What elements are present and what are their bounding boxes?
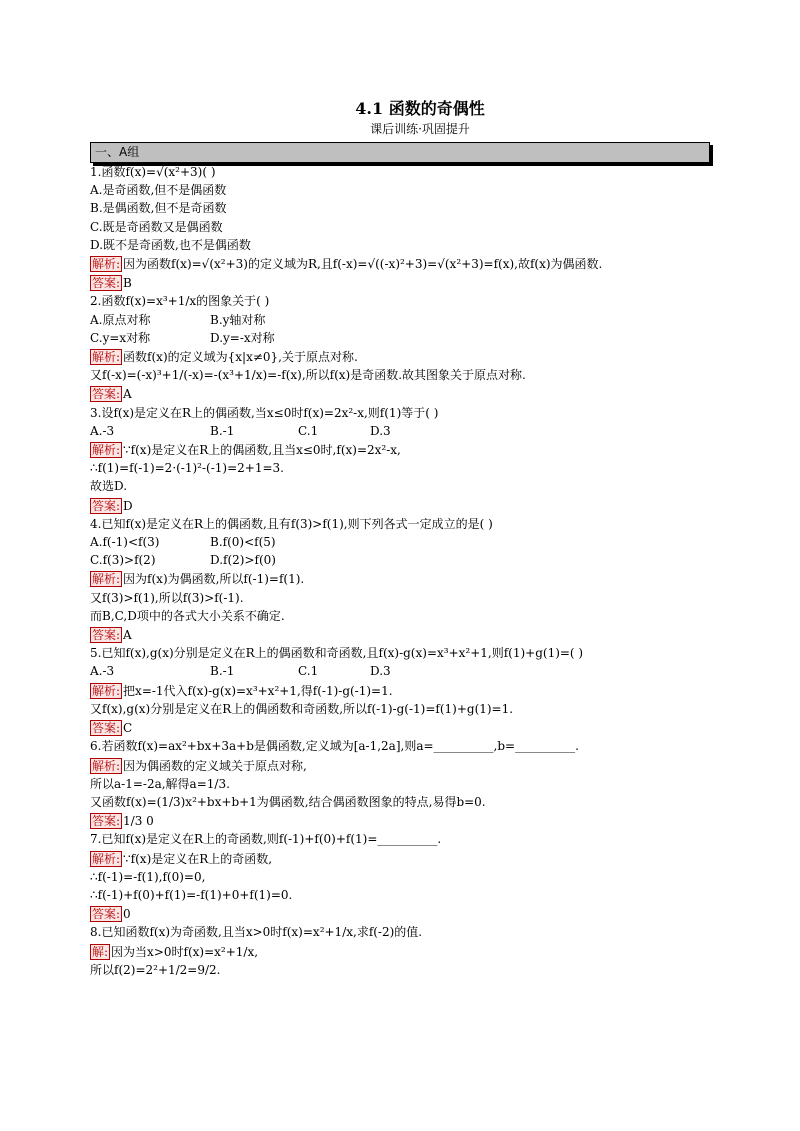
- solution-text: 所以f(2)=2²+1/2=9/2.: [90, 962, 221, 977]
- question-4: 4.已知f(x)是定义在R上的偶函数,且有f(3)>f(1),则下列各式一定成立的是( ): [90, 516, 493, 531]
- analysis-line: 解析: 因为函数f(x)=√(x²+3)的定义域为R,且f(-x)=√((-x)²+3)=√(x²+3)=f(x),故f(x)为偶函数.: [92, 257, 603, 272]
- option: A.-3: [90, 423, 115, 438]
- option: D.y=-x对称: [210, 330, 275, 345]
- option: D.3: [370, 423, 391, 438]
- answer-line: 答案: B: [92, 276, 132, 291]
- analysis-text: 又函数f(x)=(1/3)x²+bx+b+1为偶函数,结合偶函数图象的特点,易得b=0.: [90, 794, 486, 809]
- answer-tag: 答案:: [92, 907, 121, 922]
- answer-line: 答案: A: [92, 387, 132, 402]
- option: B.是偶函数,但不是奇函数: [90, 201, 227, 216]
- question-2: 2.函数f(x)=x³+1/x的图象关于( ): [90, 294, 270, 309]
- solution-line: 解: 因为当x>0时f(x)=x²+1/x,: [92, 944, 259, 959]
- option: B.y轴对称: [210, 312, 266, 327]
- question-5: 5.已知f(x),g(x)分别是定义在R上的偶函数和奇函数,且f(x)-g(x)=x³+x²+1,则f(1)+g(1)=( ): [90, 646, 584, 661]
- analysis-line: 解析: ∵f(x)是定义在R上的奇函数,: [92, 851, 273, 866]
- options-row: [90, 311, 710, 329]
- answer-tag: 答案:: [92, 387, 121, 402]
- option: C.y=x对称: [90, 330, 151, 345]
- options-row: [90, 422, 710, 440]
- analysis-text: 又f(x),g(x)分别是定义在R上的偶函数和奇函数,所以f(-1)-g(-1)=f(1)+g(1)=1.: [90, 701, 514, 716]
- analysis-text: 又f(-x)=(-x)³+1/(-x)=-(x³+1/x)=-f(x),所以f(x)是奇函数.故其图象关于原点对称.: [90, 368, 526, 383]
- options-row: [90, 329, 710, 347]
- analysis-tag: 解析:: [92, 572, 121, 587]
- answer-tag: 答案:: [92, 628, 121, 643]
- answer-tag: 答案:: [92, 814, 121, 829]
- answer-line: 答案: D: [92, 498, 133, 513]
- option: B.f(0)<f(5): [210, 535, 276, 550]
- page-title: 4.1 函数的奇偶性: [355, 99, 485, 118]
- option: C.既是奇函数又是偶函数: [90, 219, 223, 234]
- analysis-tag: 解析:: [92, 257, 121, 272]
- option: D.既不是奇函数,也不是偶函数: [90, 237, 251, 252]
- question-3: 3.设f(x)是定义在R上的偶函数,当x≤0时f(x)=2x²-x,则f(1)等于( ): [90, 405, 439, 420]
- option: D.f(2)>f(0): [210, 553, 276, 568]
- analysis-tag: 解析:: [92, 683, 121, 698]
- option: A.原点对称: [90, 312, 151, 327]
- answer-line: 答案: 1/3 0: [92, 814, 154, 829]
- question-8: 8.已知函数f(x)为奇函数,且当x>0时f(x)=x²+1/x,求f(-2)的值.: [90, 925, 423, 940]
- analysis-text: ∴f(-1)+f(0)+f(1)=-f(1)+0+f(1)=0.: [90, 887, 293, 902]
- page-subtitle: 课后训练·巩固提升: [370, 122, 470, 136]
- analysis-line: 解析: 因为偶函数的定义域关于原点对称,: [92, 758, 307, 773]
- analysis-line: 解析: ∵f(x)是定义在R上的偶函数,且当x≤0时,f(x)=2x²-x,: [92, 443, 401, 458]
- analysis-text: 所以a-1=-2a,解得a=1/3.: [90, 776, 230, 791]
- option: A.f(-1)<f(3): [90, 535, 160, 550]
- analysis-tag: 解析:: [92, 350, 121, 365]
- question-7: 7.已知f(x)是定义在R上的奇函数,则f(-1)+f(0)+f(1)=__________.: [90, 832, 442, 847]
- option: B.-1: [210, 423, 235, 438]
- analysis-line: 解析: 函数f(x)的定义域为{x|x≠0},关于原点对称.: [92, 350, 358, 365]
- options-row: [90, 533, 710, 551]
- option: B.-1: [210, 664, 235, 679]
- analysis-text: ∴f(1)=f(-1)=2·(-1)²-(-1)=2+1=3.: [90, 461, 284, 476]
- section-header: 一、A组: [90, 142, 710, 163]
- question-6: 6.若函数f(x)=ax²+bx+3a+b是偶函数,定义域为[a-1,2a],则a=__________,b=__________.: [90, 739, 579, 754]
- options-row: [90, 551, 710, 569]
- option: D.3: [370, 664, 391, 679]
- answer-tag: 答案:: [92, 721, 121, 736]
- answer-line: 答案: 0: [92, 907, 131, 922]
- option: A.-3: [90, 664, 115, 679]
- document-page: [90, 98, 710, 979]
- options-row: [90, 662, 710, 680]
- analysis-text: ∴f(-1)=-f(1),f(0)=0,: [90, 869, 206, 884]
- option: C.1: [298, 664, 319, 679]
- analysis-line: 解析: 把x=-1代入f(x)-g(x)=x³+x²+1,得f(-1)-g(-1)=1.: [92, 683, 393, 698]
- analysis-tag: 解析:: [92, 851, 121, 866]
- option: C.1: [298, 423, 319, 438]
- answer-tag: 答案:: [92, 276, 121, 291]
- answer-line: 答案: A: [92, 628, 132, 643]
- answer-tag: 答案:: [92, 498, 121, 513]
- analysis-tag: 解析:: [92, 443, 121, 458]
- answer-line: 答案: C: [92, 721, 133, 736]
- analysis-line: 解析: 因为f(x)为偶函数,所以f(-1)=f(1).: [92, 572, 305, 587]
- solution-tag: 解:: [92, 944, 109, 959]
- option: C.f(3)>f(2): [90, 553, 156, 568]
- question-1: 1.函数f(x)=√(x²+3)( ): [90, 165, 216, 179]
- analysis-text: 故选D.: [90, 479, 128, 494]
- analysis-text: 又f(3)>f(1),所以f(3)>f(-1).: [90, 590, 244, 605]
- analysis-text: 而B,C,D项中的各式大小关系不确定.: [90, 608, 285, 623]
- analysis-tag: 解析:: [92, 758, 121, 773]
- option: A.是奇函数,但不是偶函数: [90, 183, 227, 198]
